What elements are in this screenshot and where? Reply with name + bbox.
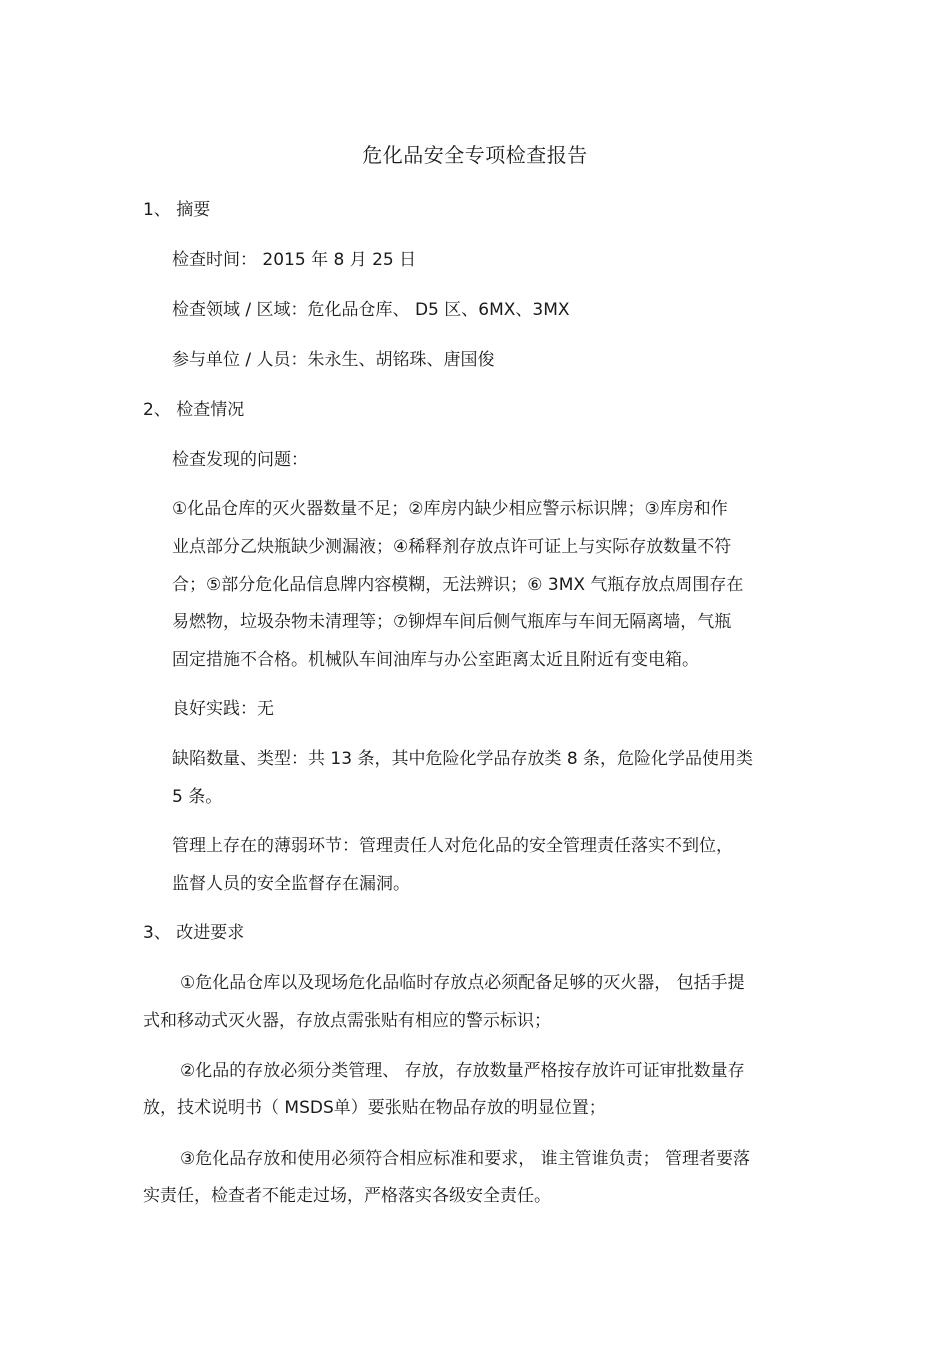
improvement-item-line: 放，技术说明书（ MSDS单）要张贴在物品存放的明显位置； [143, 1098, 606, 1118]
improvement-item-line: ①危化品仓库以及现场危化品临时存放点必须配备足够的灭火器， 包括手提 [180, 973, 745, 993]
check-time: 检查时间： 2015 年 8 月 25 日 [172, 250, 417, 270]
problems-line: 易燃物，垃圾杂物未清理等；⑦铆焊车间后侧气瓶库与车间无隔离墙，气瓶 [172, 612, 732, 632]
improvement-item-line: ③危化品存放和使用必须符合相应标准和要求， 谁主管谁负责； 管理者要落 [180, 1149, 751, 1169]
problems-label: 检查发现的问题： [172, 450, 308, 470]
improvement-item-line: ②化品的存放必须分类管理、 存放，存放数量严格按存放许可证审批数量存 [180, 1061, 745, 1081]
good-practice: 良好实践：无 [172, 699, 274, 719]
problems-line: 业点部分乙炔瓶缺少测漏液；④稀释剂存放点许可证上与实际存放数量不符 [172, 537, 732, 557]
defects-line: 缺陷数量、类型：共 13 条，其中危险化学品存放类 8 条，危险化学品使用类 [172, 749, 754, 769]
weakness-line: 监督人员的安全监督存在漏洞。 [172, 874, 410, 894]
problems-line: 合；⑤部分危化品信息牌内容模糊，无法辨识；⑥ 3MX 气瓶存放点周围存在 [172, 575, 744, 595]
participants: 参与单位 / 人员：朱永生、胡铭珠、唐国俊 [172, 350, 495, 370]
page-title: 危化品安全专项检查报告 [362, 143, 588, 167]
section-heading-summary: 1、 摘要 [143, 200, 211, 220]
problems-line: 固定措施不合格。机械队车间油库与办公室距离太近且附近有变电箱。 [172, 650, 699, 670]
section-heading-inspection: 2、 检查情况 [143, 400, 245, 420]
defects-line: 5 条。 [172, 787, 223, 807]
weakness-line: 管理上存在的薄弱环节：管理责任人对危化品的安全管理责任落实不到位， [172, 836, 733, 856]
problems-line: ①化品仓库的灭火器数量不足；②库房内缺少相应警示标识牌；③库房和作 [172, 499, 728, 519]
check-area: 检查领域 / 区域：危化品仓库、 D5 区、6MX、3MX [172, 300, 570, 320]
section-heading-improvement: 3、 改进要求 [143, 923, 245, 943]
improvement-item-line: 式和移动式灭火器，存放点需张贴有相应的警示标识； [143, 1011, 551, 1031]
improvement-item-line: 实责任，检查者不能走过场，严格落实各级安全责任。 [143, 1186, 551, 1206]
